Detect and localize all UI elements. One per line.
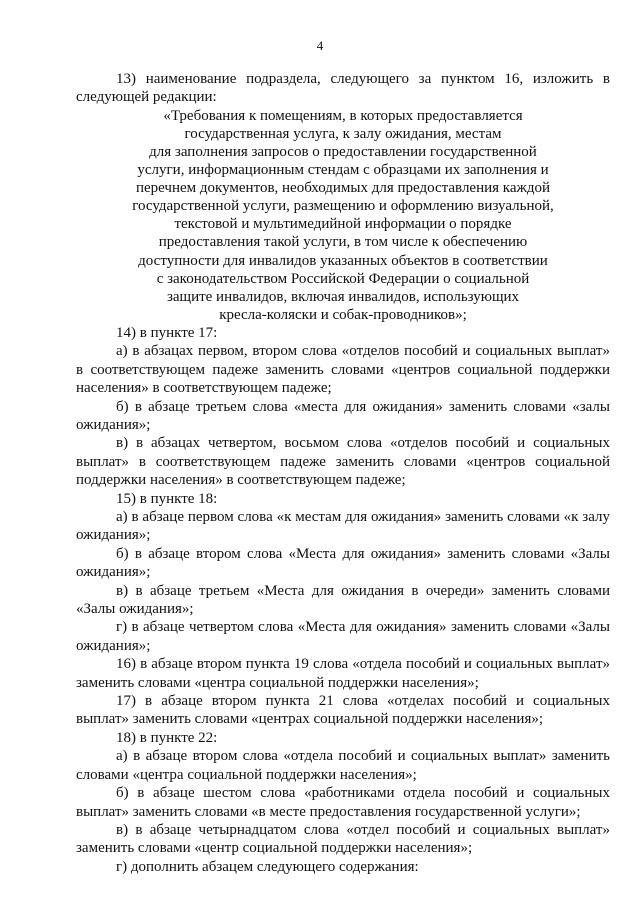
paragraph: 17) в абзаце втором пункта 21 слова «отделах пособий и социальных выплат» заменить словами «центрах социальной поддержки населения»; [76, 693, 610, 728]
paragraph: 13) наименование подраздела, следующего за пунктом 16, изложить в следующей редакции: [76, 71, 610, 106]
paragraph: 14) в пункте 17: [116, 324, 218, 341]
quote-line: государственная услуга, к залу ожидания, местам [184, 125, 502, 142]
paragraph: б) в абзаце втором слова «Места для ожидания» заменить словами «Залы ожидания»; [76, 545, 610, 581]
quote-line: кресла-коляски и собак-проводников»; [219, 306, 467, 323]
paragraph: б) в абзаце шестом слова «работниками отдела пособий и социальных выплат» заменить словами «в месте предоставления государственной услуги»; [76, 785, 610, 820]
quote-line: защите инвалидов, включая инвалидов, использующих [166, 288, 520, 305]
quoted-heading [76, 107, 610, 324]
quote-line: государственной услуги, размещению и оформлению визуальной, [132, 198, 554, 215]
quote-line: услуги, информационным стендам с образцами их заполнения и [137, 162, 549, 179]
paragraph: г) в абзаце четвертом слова «Места для ожидания» заменить словами «Залы ожидания»; [76, 619, 610, 654]
paragraph: а) в абзацах первом, втором слова «отделов пособий и социальных выплат» в соответствующем падеже заменить словами «центров социальной поддержки населения» в соответствующем падеже; [76, 343, 610, 397]
paragraph: в) в абзаце четырнадцатом слова «отдел пособий и социальных выплат» заменить словами «центр социальной поддержки населения»; [76, 821, 610, 857]
quote-line: доступности для инвалидов указанных объектов в соответствии [138, 252, 548, 269]
document-body [76, 70, 610, 876]
quote-line: с законодательством Российской Федерации о социальной [156, 270, 530, 287]
quote-line: перечнем документов, необходимых для предоставления каждой [135, 180, 551, 197]
paragraph: а) в абзаце первом слова «к местам для ожидания» заменить словами «к залу ожидания»; [76, 509, 610, 544]
quote-line: текстовой и мультимедийной информации о порядке [174, 216, 512, 233]
paragraph: 15) в пункте 18: [116, 490, 218, 507]
paragraph: 18) в пункте 22: [116, 729, 218, 746]
quote-line: для заполнения запросов о предоставлении государственной [149, 144, 537, 160]
paragraph: а) в абзаце втором слова «отдела пособий и социальных выплат» заменить словами «центра социальной поддержки населения»; [76, 748, 610, 783]
paragraph: 16) в абзаце втором пункта 19 слова «отдела пособий и социальных выплат» заменить словами «центра социальной поддержки населения»; [76, 656, 610, 691]
quote-line: предоставления такой услуги, в том числе к обеспечению [158, 234, 528, 251]
paragraph: в) в абзаце третьем «Места для ожидания в очереди» заменить словами «Залы ожидания»; [76, 582, 610, 618]
page-number: 4 [316, 38, 324, 53]
paragraph: в) в абзацах четвертом, восьмом слова «отделов пособий и социальных выплат» в соответствующем падеже заменить словами «центров социальной поддержки населения» в соответствующем падеже; [76, 435, 610, 489]
paragraph: б) в абзаце третьем слова «места для ожидания» заменить словами «залы ожидания»; [76, 398, 610, 433]
quote-line: «Требования к помещениям, в которых предоставляется [163, 107, 523, 124]
paragraph: г) дополнить абзацем следующего содержания: [116, 858, 419, 875]
